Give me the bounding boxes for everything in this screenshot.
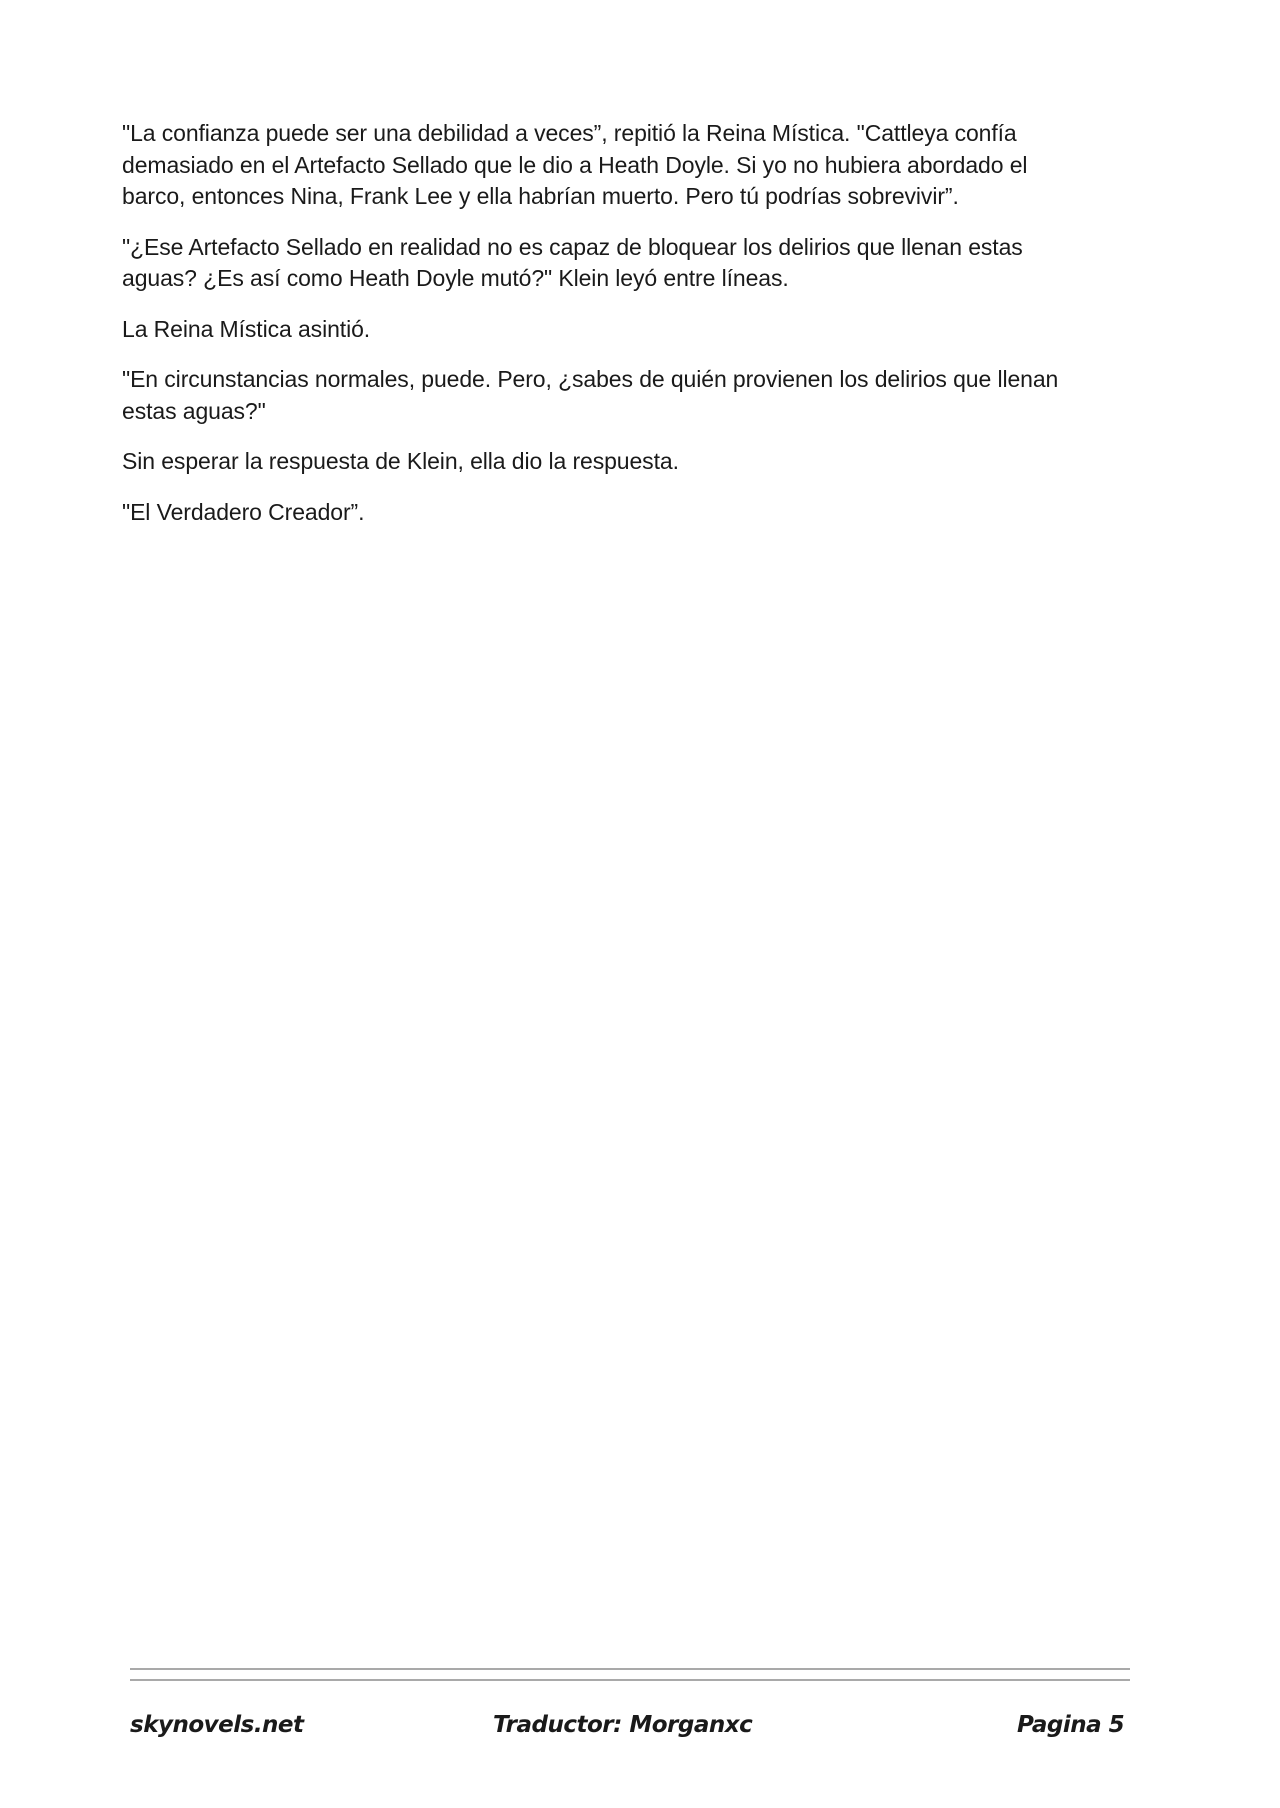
paragraph: "¿Ese Artefacto Sellado en realidad no es capaz de bloquear los delirios que llenan estas aguas? ¿Es así como Heath Doyle mutó?" Klein leyó entre líneas.	[122, 233, 1023, 291]
paragraph: Sin esperar la respuesta de Klein, ella dio la respuesta.	[122, 448, 679, 474]
footer-divider-top	[130, 1668, 1130, 1670]
footer-divider-bottom	[130, 1679, 1130, 1681]
footer-translator-credit: Traductor: Morganxc	[493, 1712, 753, 1738]
footer-site-name: skynovels.net	[130, 1712, 304, 1738]
paragraph: "La confianza puede ser una debilidad a veces”, repitió la Reina Mística. "Cattleya confía demasiado en el Artefacto Sellado que le dio a Heath Doyle. Si yo no hubiera abordado el barco, entonces Nina, Frank Lee y ella habrían muerto. Pero tú podrías sobrevivir”.	[122, 120, 1028, 209]
paragraph: La Reina Mística asintió.	[122, 315, 371, 342]
paragraph: "En circunstancias normales, puede. Pero, ¿sabes de quién provienen los delirios que llenan estas aguas?"	[122, 366, 1059, 424]
footer-page-number: Pagina 5	[1017, 1712, 1125, 1738]
page-body	[122, 118, 1122, 547]
page-footer	[0, 1712, 1280, 1752]
paragraph: "El Verdadero Creador”.	[122, 498, 365, 525]
